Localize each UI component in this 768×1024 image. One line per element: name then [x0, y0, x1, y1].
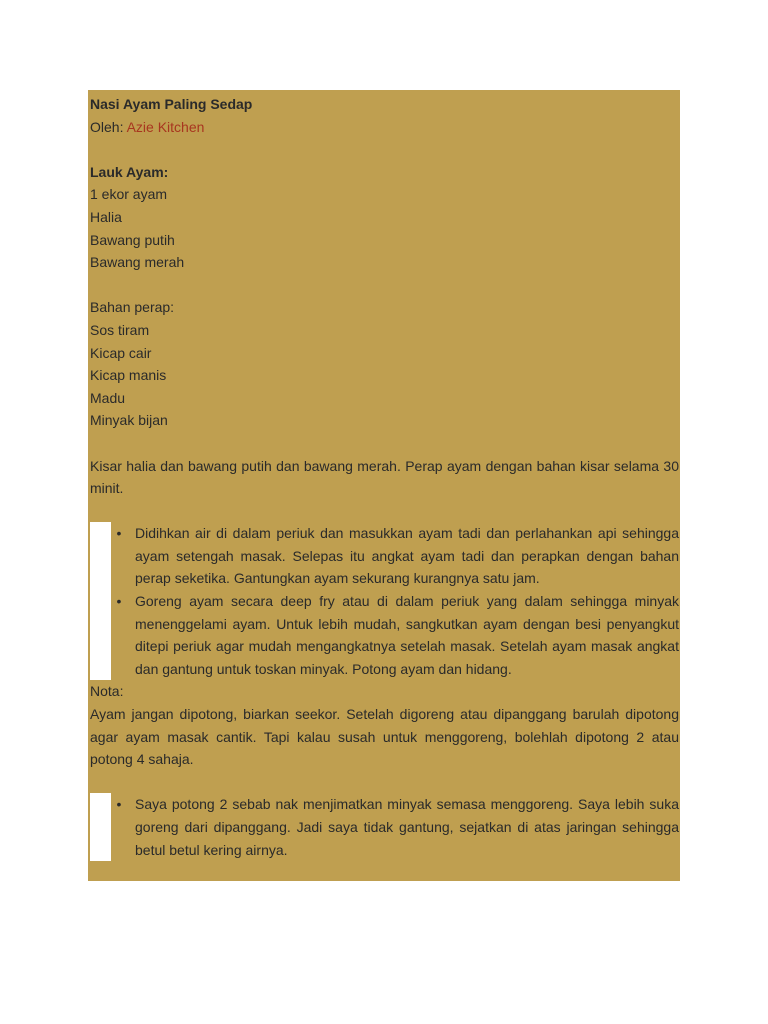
ingredient-item: Bawang putih [90, 231, 175, 248]
author-line [90, 116, 679, 139]
bullet-icon: • [116, 593, 122, 610]
list-item [90, 590, 679, 680]
by-label: Oleh: [90, 118, 127, 135]
nota-paragraph: Ayam jangan dipotong, biarkan seekor. Setelah digoreng atau dipanggang barulah dipotong agar ayam masak cantik. Tapi kalau susah untuk menggoreng, bolehlah dipotong 2 atau potong 4 sahaja. [90, 706, 679, 768]
marinade-item: Madu [90, 389, 126, 406]
recipe-title: Nasi Ayam Paling Sedap [90, 96, 253, 112]
marinade-item: Minyak bijan [90, 412, 168, 429]
tip-text: Saya potong 2 sebab nak menjimatkan minyak semasa menggoreng. Saya lebih suka goreng dari dipanggang. Jadi saya tidak gantung, sejatkan di atas jaringan sehingga betul betul kering airnya. [135, 796, 679, 858]
recipe-content [90, 93, 679, 861]
tips-list [90, 793, 679, 861]
ingredient-item: Halia [90, 208, 122, 225]
step-text: Didihkan air di dalam periuk dan masukkan ayam tadi dan perlahankan api sehingga ayam setengah masak. Selepas itu angkat ayam tadi dan perapkan dengan bahan perap seketika. Gantungkan ayam sekurang kurangnya satu jam. [135, 525, 679, 587]
marinade-item: Kicap manis [90, 367, 167, 384]
list-item [90, 522, 679, 590]
step-text: Goreng ayam secara deep fry atau di dalam periuk yang dalam sehingga minyak menenggelami ayam. Untuk lebih mudah, sangkutkan ayam dengan besi penyangkut ditepi periuk agar mudah mengangkatnya setelah masak. Setelah ayam masak angkat dan gantung untuk toskan minyak. Potong ayam dan hidang. [135, 593, 679, 677]
lauk-heading: Lauk Ayam: [90, 163, 169, 180]
nota-label: Nota: [90, 683, 124, 700]
list-item [90, 793, 679, 861]
author-link[interactable]: Azie Kitchen [126, 118, 205, 135]
intro-paragraph: Kisar halia dan bawang putih dan bawang merah. Perap ayam dengan bahan kisar selama 30 minit. [90, 457, 679, 497]
marinade-item: Kicap cair [90, 344, 152, 361]
bullet-icon: • [116, 525, 122, 542]
ingredient-item: Bawang merah [90, 254, 185, 271]
ingredient-item: 1 ekor ayam [90, 186, 168, 203]
perap-heading: Bahan perap: [90, 299, 175, 316]
steps-list [90, 522, 679, 680]
marinade-item: Sos tiram [90, 321, 150, 338]
bullet-icon: • [116, 796, 122, 813]
